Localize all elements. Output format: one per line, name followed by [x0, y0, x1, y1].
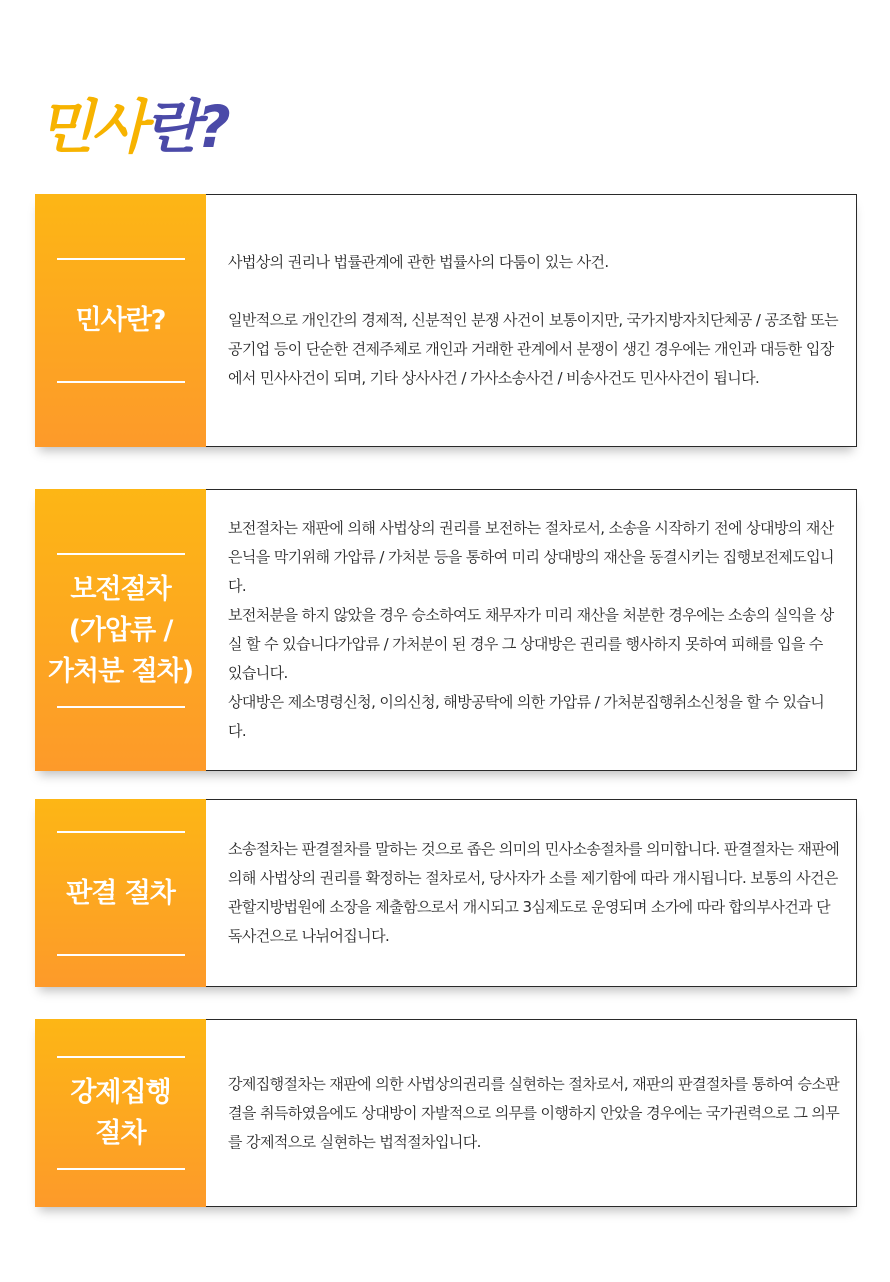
section-label-panel — [35, 1019, 206, 1207]
section-content — [206, 195, 856, 446]
paragraph: 강제집행절차는 재판에 의한 사법상의권리를 실현하는 절차로서, 재판의 판결절차를 통하여 승소판결을 취득하였음에도 상대방이 자발적으로 의무를 이행하지 안았을 경우에는 국가권력으로 그 의무를 강제적으로 실현하는 법적절차입니다. — [228, 1074, 840, 1151]
section-label: 강제집행 절차 — [70, 1077, 171, 1149]
section-label: 판결 절차 — [66, 877, 175, 909]
divider — [57, 381, 185, 383]
section-card-judgment — [35, 799, 857, 987]
page-title-part1: 민사 — [38, 93, 145, 161]
section-label: 민사란? — [75, 305, 166, 336]
section-card-enforcement — [35, 1019, 857, 1207]
divider — [57, 553, 185, 555]
paragraph: 사법상의 권리나 법률관계에 관한 법률사의 다툼이 있는 사건. — [228, 253, 609, 271]
section-card-civil — [35, 194, 857, 447]
section-label: 보전절차 (가압류 / 가처분 절차) — [47, 573, 194, 687]
paragraph: 상대방은 제소명령신청, 이의신청, 해방공탁에 의한 가압류 / 가처분집행취소신청을 할 수 있습니다. — [228, 693, 825, 740]
paragraph: 소송절차는 판결절차를 말하는 것으로 좁은 의미의 민사소송절차를 의미합니다. 판결절차는 재판에 의해 사법상의 권리를 확정하는 절차로서, 당사자가 소를 제기함에 따라 개시됩니다. 보통의 사건은 관할지방법원에 소장을 제출함으로서 개시되고 3심제도로 운영되며 소가에 따라 합의부사건과 단독사건으로 나뉘어집니다. — [228, 840, 840, 945]
section-label-panel — [35, 799, 206, 987]
divider — [57, 258, 185, 260]
section-label-panel — [35, 489, 206, 771]
page-title-part2: 란? — [144, 93, 228, 161]
divider — [57, 706, 185, 708]
paragraph: 일반적으로 개인간의 경제적, 신분적인 분쟁 사건이 보통이지만, 국가지방자치단체공 / 공조합 또는 공기업 등이 단순한 견제주체로 개인과 거래한 관계에서 분쟁이 생긴 경우에는 개인과 대등한 입장에서 민사사건이 되며, 기타 상사사건 / 가사소송사건 / 비송사건도 민사사건이 됩니다. — [228, 311, 839, 387]
section-content — [206, 1020, 856, 1206]
divider — [57, 831, 185, 833]
divider — [57, 1056, 185, 1058]
section-content — [206, 800, 856, 986]
section-content — [206, 490, 856, 770]
divider — [57, 954, 185, 956]
paragraph: 보전처분을 하지 않았을 경우 승소하여도 채무자가 미리 재산을 처분한 경우에는 소송의 실익을 상실 할 수 있습니다가압류 / 가처분이 된 경우 그 상대방은 권리를 행사하지 못하여 피해를 입을 수 있습니다. — [228, 606, 834, 682]
page-title — [38, 92, 228, 162]
divider — [57, 1168, 185, 1170]
section-label-panel — [35, 194, 206, 447]
section-card-preservation — [35, 489, 857, 771]
paragraph: 보전절차는 재판에 의해 사법상의 권리를 보전하는 절차로서, 소송을 시작하기 전에 상대방의 재산 은닉을 막기위해 가압류 / 가처분 등을 통하여 미리 상대방의 재산을 동결시키는 집행보전제도입니다. — [228, 519, 834, 595]
